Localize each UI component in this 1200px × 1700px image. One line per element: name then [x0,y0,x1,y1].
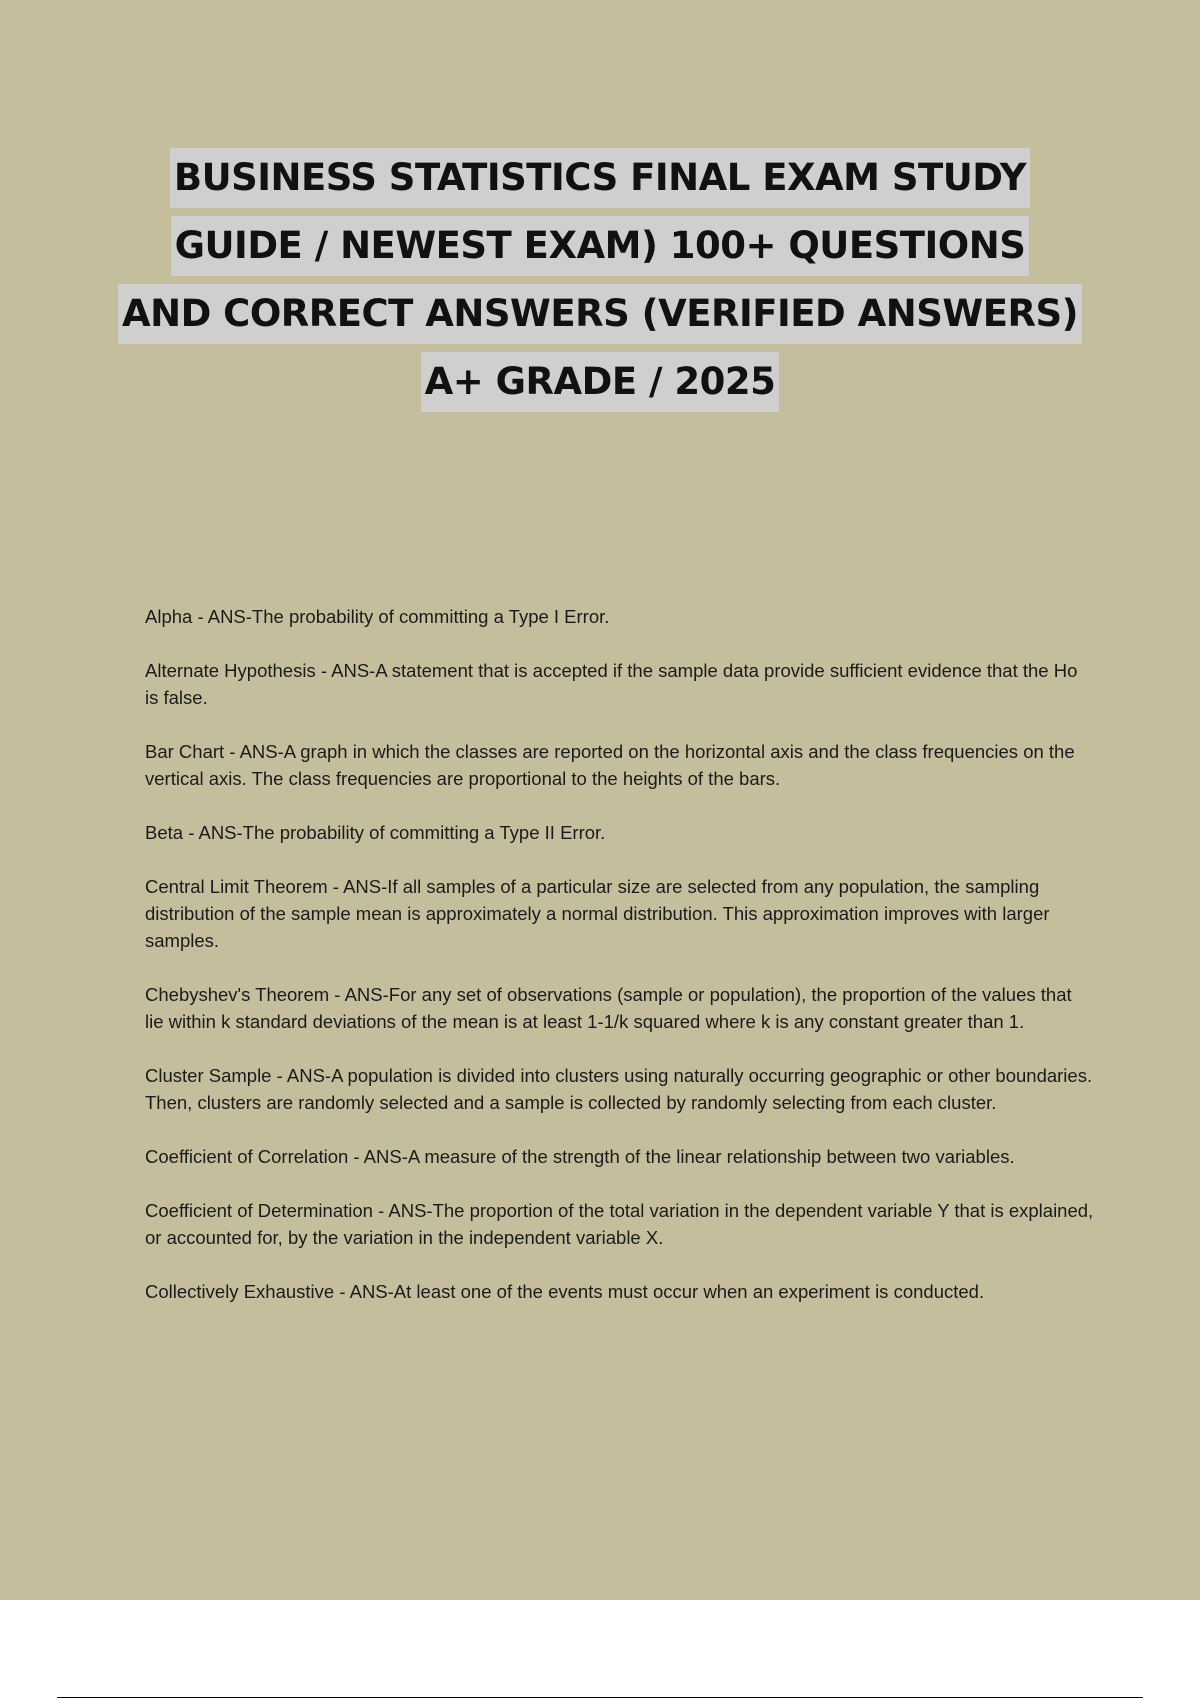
glossary-entry-coefficient-of-correlation: Coefficient of Correlation - ANS-A measure of the strength of the linear relationship between two variables. [145,1146,1015,1167]
title-line-4: A+ GRADE / 2025 [421,352,780,412]
glossary-list [145,603,1095,1332]
glossary-entry-beta: Beta - ANS-The probability of committing a Type II Error. [145,822,606,843]
footer-divider [57,1697,1143,1698]
title-line-1: BUSINESS STATISTICS FINAL EXAM STUDY [170,148,1030,208]
glossary-entry-bar-chart: Bar Chart - ANS-A graph in which the classes are reported on the horizontal axis and the class frequencies on the vertical axis. The class frequencies are proportional to the heights of the bars. [145,741,1075,789]
title-line-2: GUIDE / NEWEST EXAM) 100+ QUESTIONS [171,216,1030,276]
title-line-3: AND CORRECT ANSWERS (VERIFIED ANSWERS) [118,284,1082,344]
glossary-entry-central-limit-theorem: Central Limit Theorem - ANS-If all samples of a particular size are selected from any population, the sampling distribution of the sample mean is approximately a normal distribution. This approximation improves with larger samples. [145,876,1050,951]
glossary-entry-alternate-hypothesis: Alternate Hypothesis - ANS-A statement that is accepted if the sample data provide sufficient evidence that the Ho is false. [145,660,1078,708]
glossary-entry-coefficient-of-determination: Coefficient of Determination - ANS-The proportion of the total variation in the dependent variable Y that is explained, or accounted for, by the variation in the independent variable X. [145,1200,1094,1248]
glossary-entry-chebyshevs-theorem: Chebyshev's Theorem - ANS-For any set of observations (sample or population), the proportion of the values that lie within k standard deviations of the mean is at least 1-1/k squared where k is any constant greater than 1. [145,984,1072,1032]
glossary-entry-alpha: Alpha - ANS-The probability of committing a Type I Error. [145,606,610,627]
document-title [100,144,1100,416]
glossary-entry-collectively-exhaustive: Collectively Exhaustive - ANS-At least one of the events must occur when an experiment is conducted. [145,1281,985,1302]
glossary-entry-cluster-sample: Cluster Sample - ANS-A population is divided into clusters using naturally occurring geographic or other boundaries. Then, clusters are randomly selected and a sample is collected by randomly selecting from each cluster. [145,1065,1093,1113]
